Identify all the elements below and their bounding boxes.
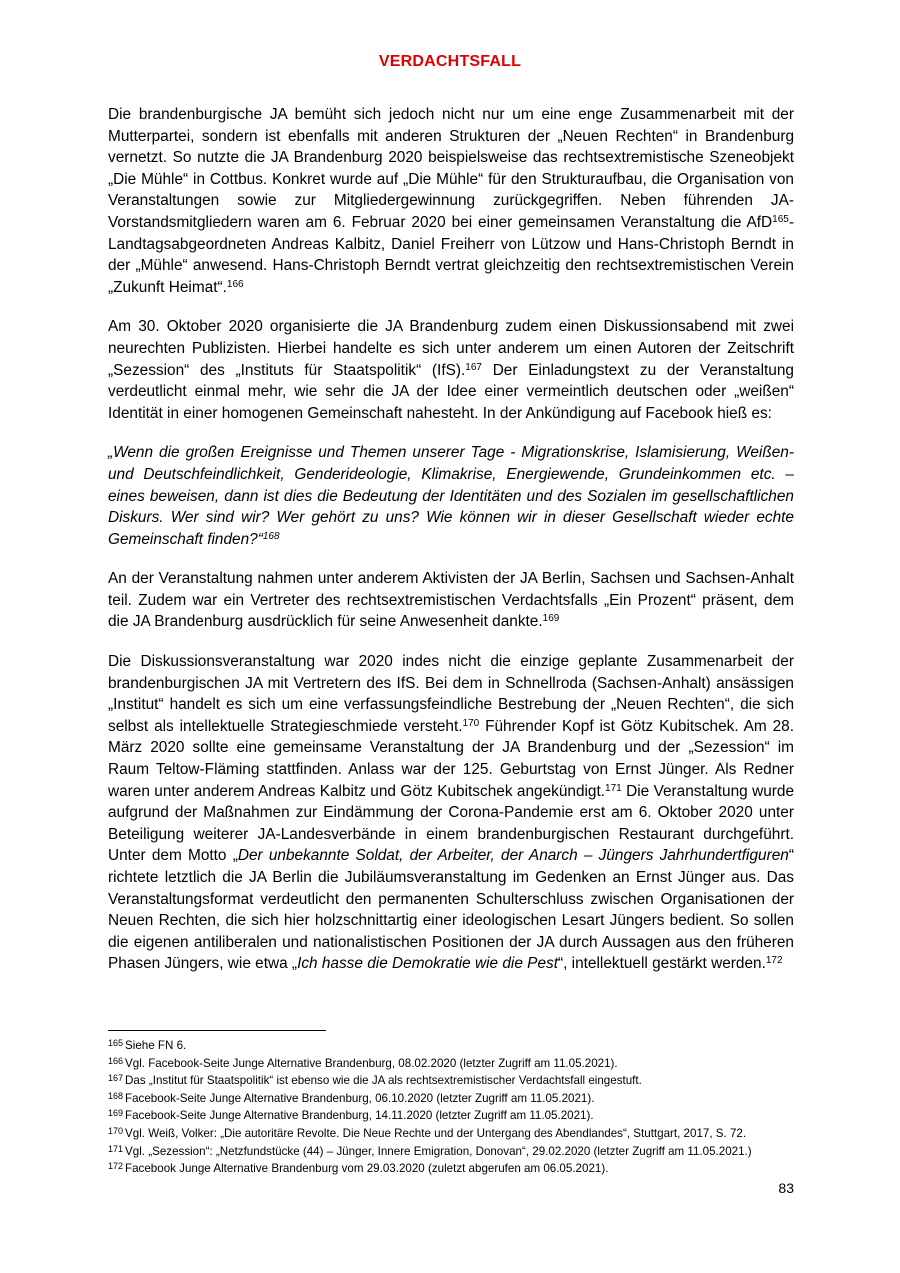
footnote: $^{169}$ Facebook-Seite Junge Alternative Brandenburg, 14.11.2020 (letzter Zugriff am 11.05.2021). [108,1108,594,1123]
footnote-ref[interactable]: 168 [262,530,280,542]
footnote: $^{172}$ Facebook Junge Alternative Brandenburg vom 29.03.2020 (zuletzt abgerufen am 06.05.2021). [108,1161,609,1176]
paragraph-3-quote: „Wenn die großen Ereignisse und Themen unserer Tage - Migrationskrise, Islamisierung, Weißen- und Deutschfeindlichkeit, Genderideologie, Klimakrise, Energiewende, Grundeinkommen etc. – eines beweisen, dann ist dies die Bedeutung der Identitäten und des Sozialen im gesellschaftlichen Diskurs. Wer sind wir? Wer gehört zu uns? Wie können wir in dieser Gesellschaft wieder echte Gemeinschaft finden?“$^{168}$ [108,444,794,548]
paragraph-4: An der Veranstaltung nahmen unter anderem Aktivisten der JA Berlin, Sachsen und Sachsen-Anhalt teil. Zudem war ein Vertreter des rechtsextremistischen Verdachtsfalls „Ein Prozent“ präsent, dem die JA Brandenburg ausdrücklich für seine Anwesenheit dankte.$^{169}$ [108,570,794,631]
quote-text: Ich hasse die Demokratie wie die Pest [297,955,558,973]
footnote: $^{166}$ Vgl. Facebook-Seite Junge Alternative Brandenburg, 08.02.2020 (letzter Zugriff am 11.05.2021). [108,1055,618,1070]
footnote: $^{167}$ Das „Institut für Staatspolitik“ ist ebenso wie die JA als rechtsextremistischer Verdachtsfall eingestuft. [108,1073,642,1088]
footnote-ref[interactable]: 167 [465,361,482,373]
footnote-ref[interactable]: 169 [542,613,560,625]
page-header-title: VERDACHTSFALL [378,53,522,70]
footnote: $^{168}$ Facebook-Seite Junge Alternative Brandenburg, 06.10.2020 (letzter Zugriff am 11.05.2021). [108,1090,595,1105]
paragraph-2: Am 30. Oktober 2020 organisierte die JA Brandenburg zudem einen Diskussionsabend mit zwei neurechten Publizisten. Hierbei handelte es sich unter anderem um einen Autoren der Zeitschrift „Sezession“ des „Instituts für Staatspolitik“ (IfS).$^{167}$ Der Einladungstext zu der Veranstaltung verdeutlicht einmal mehr, wie sehr die JA der Idee einer vermeintlich deutschen oder „weißen“ Identität in einer homogenen Gemeinschaft nahesteht. In der Ankündigung auf Facebook hieß es: [108,318,794,422]
footnote-separator [108,1030,326,1031]
page-number: 83 [778,1180,794,1196]
main-text [108,104,794,993]
footnote-ref[interactable]: 170 [462,717,480,729]
footnote-ref[interactable]: 171 [605,782,622,794]
footnote: $^{170}$ Vgl. Weiß, Volker: „Die autoritäre Revolte. Die Neue Rechte und der Untergang des Abendlandes“, Stuttgart, 2017, S. 72. [108,1125,747,1140]
footnote: $^{165}$ Siehe FN 6. [108,1038,187,1052]
footnote-ref[interactable]: 165 [772,213,789,225]
footnote-ref[interactable]: 166 [226,278,244,290]
footnote: $^{171}$ Vgl. „Sezession“: „Netzfundstücke (44) – Jünger, Innere Emigration, Donovan“, 29.02.2020 (letzter Zugriff am 11.05.2021.) [108,1143,752,1158]
footnote-ref[interactable]: 172 [765,955,783,967]
paragraph-1: Die brandenburgische JA bemüht sich jedoch nicht nur um eine enge Zusammenarbeit mit der Mutterpartei, sondern ist ebenfalls mit anderen Strukturen der „Neuen Rechten“ in Brandenburg vernetzt. So nutzte die JA Brandenburg 2020 beispielsweise das rechtsextremistische Szeneobjekt „Die Mühle“ in Cottbus. Konkret wurde auf „Die Mühle“ für den Strukturaufbau, die Organisation von Veranstaltungen sowie zur Mitgliedergewinnung zurückgegriffen. Neben führenden JA-Vorstandsmitgliedern waren am 6. Februar 2020 bei einer gemeinsamen Veranstaltung die AfD$^{165}$-Landtagsabgeordneten Andreas Kalbitz, Daniel Freiherr von Lützow und Hans-Christoph Berndt in der „Mühle“ anwesend. Hans-Christoph Berndt vertrat gleichzeitig den rechtsextremistischen Verein „Zukunft Heimat“.$^{166}$ [108,106,794,296]
footnotes [108,1037,808,1178]
motto-text: Der unbekannte Soldat, der Arbeiter, der Anarch – Jüngers Jahrhundertfiguren [237,847,789,865]
paragraph-5: Die Diskussionsveranstaltung war 2020 indes nicht die einzige geplante Zusammenarbeit der brandenburgischen JA mit Vertretern des IfS. Bei dem in Schnellroda (Sachsen-Anhalt) ansässigen „Institut“ handelt es sich um eine verfassungsfeindliche Bestrebung der „Neuen Rechten“, die sich selbst als intellektuelle Strategieschmiede versteht.$^{170}$ Führender Kopf ist Götz Kubitschek. Am 28. März 2020 sollte eine gemeinsame Veranstaltung der JA Brandenburg und der „Sezession“ im Raum Teltow-Fläming stattfinden. Anlass war der 125. Geburtstag von Ernst Jünger. Als Redner waren unter anderem Andreas Kalbitz und Götz Kubitschek angekündigt.$^{171}$ Die Veranstaltung wurde aufgrund der Maßnahmen zur Eindämmung der Corona-Pandemie erst am 6. Oktober 2020 unter Beteiligung weiterer JA-Landesverbände in einem brandenburgischen Restaurant durchgeführt. Unter dem Motto „Der unbekannte Soldat, der Arbeiter, der Anarch – Jüngers Jahrhundertfiguren“ richtete letztlich die JA Berlin die Jubiläumsveranstaltung im Gedenken an Ernst Jünger aus. Das Veranstaltungsformat verdeutlicht den permanenten Schulterschluss zwischen Organisationen der Neuen Rechten, die sich hier holzschnittartig einer ideologischen Lesart Jüngers bedient. So sollen die eigenen antiliberalen und nationalistischen Positionen der JA durch Aussagen aus den früheren Phasen Jüngers, wie etwa „Ich hasse die Demokratie wie die Pest“, intellektuell gestärkt werden.$^{172}$ [108,653,795,973]
